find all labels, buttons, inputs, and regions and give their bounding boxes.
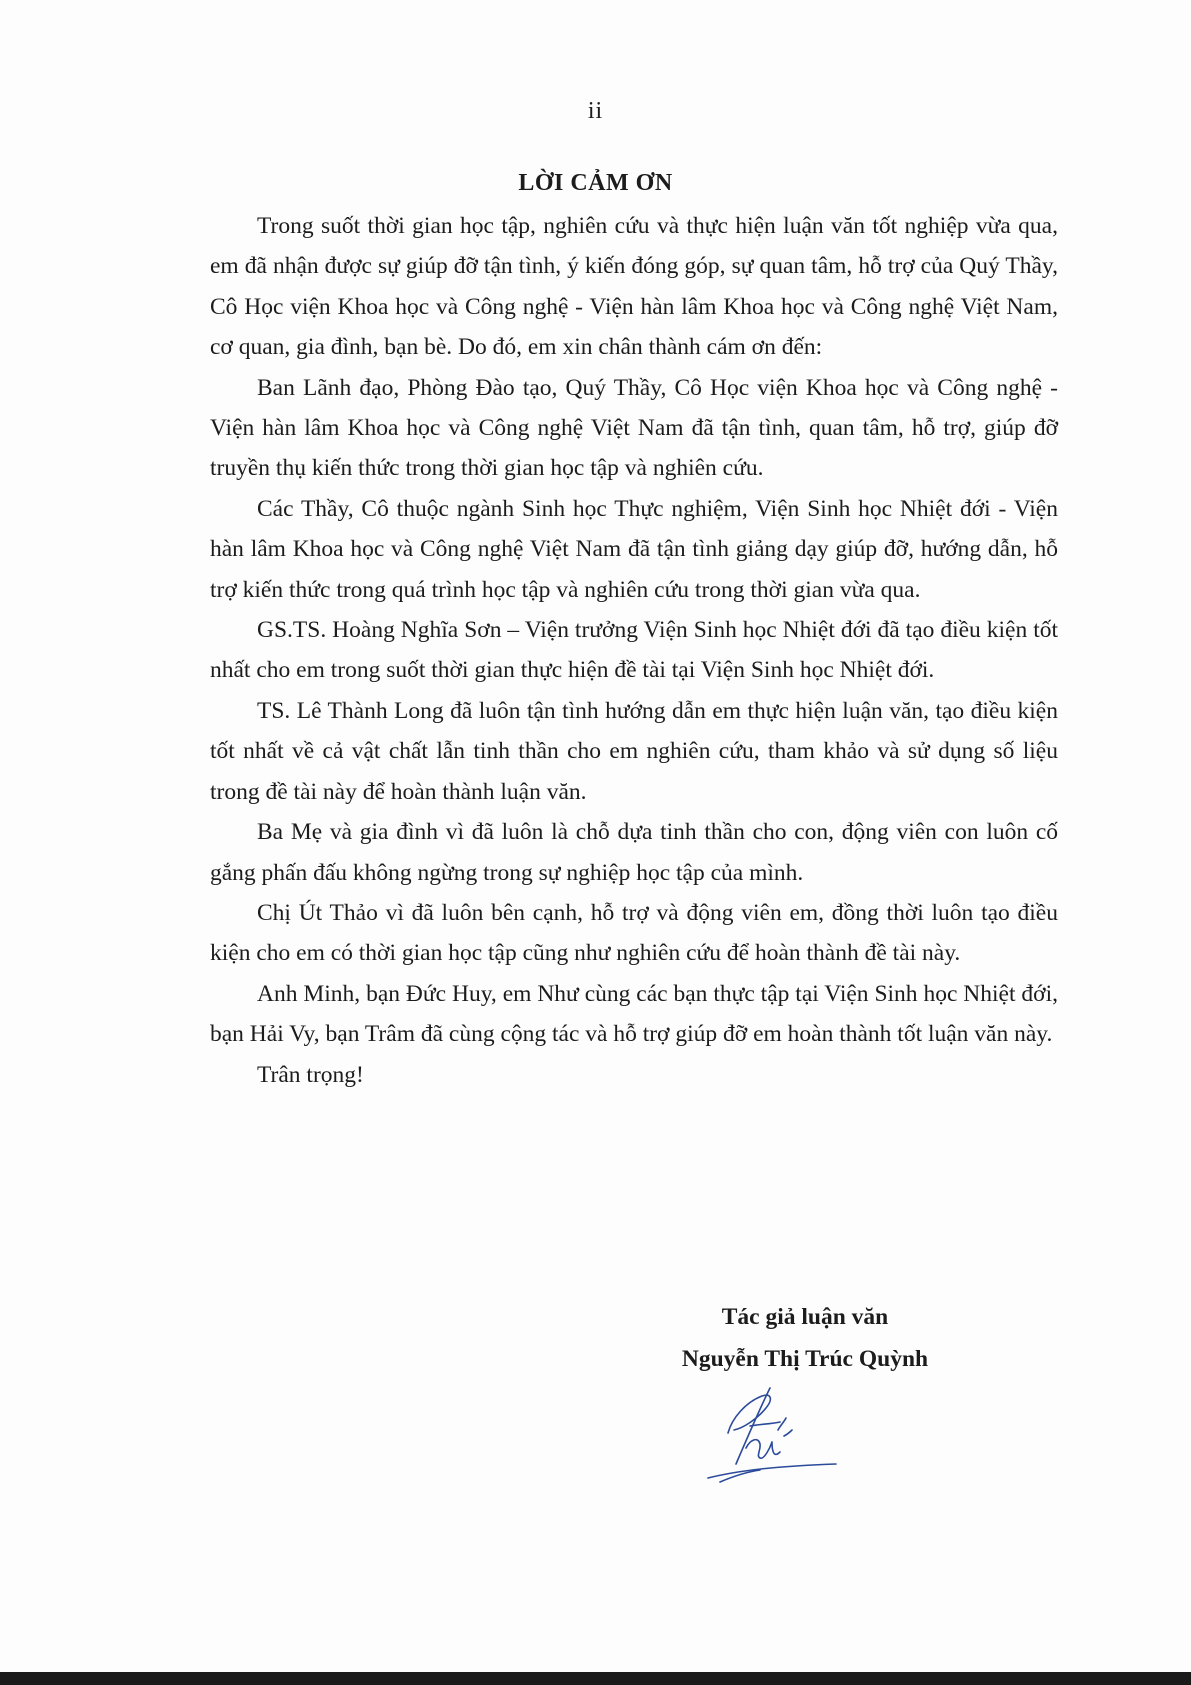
paragraph-family: Ba Mẹ và gia đình vì đã luôn là chỗ dựa tinh thần cho con, động viên con luôn cố gắng phấn đấu không ngừng trong sự nghiệp học tập của mình.	[210, 819, 1058, 886]
author-role: Tác giả luận văn	[721, 1304, 889, 1330]
scan-bottom-edge	[0, 1672, 1191, 1685]
paragraph-academy-leaders: Ban Lãnh đạo, Phòng Đào tạo, Quý Thầy, Cô Học viện Khoa học và Công nghệ - Viện hàn lâm Khoa học và Công nghệ Việt Nam đã tận tình, quan tâm, hỗ trợ, giúp đỡ truyền thụ kiến thức trong thời gian học tập và nghiên cứu.	[210, 374, 1058, 482]
page-number: ii	[587, 98, 604, 124]
acknowledgement-body	[210, 206, 1058, 1095]
author-name: Nguyễn Thị Trúc Quỳnh	[681, 1346, 929, 1372]
paragraph-lecturers: Các Thầy, Cô thuộc ngành Sinh học Thực nghiệm, Viện Sinh học Nhiệt đới - Viện hàn lâm Khoa học và Công nghệ Việt Nam đã tận tình giảng dạy giúp đỡ, hướng dẫn, hỗ trợ kiến thức trong quá trình học tập và nghiên cứu trong thời gian vừa qua.	[210, 495, 1058, 603]
signature-block	[640, 1296, 970, 1380]
paragraph-sister: Chị Út Thảo vì đã luôn bên cạnh, hỗ trợ và động viên em, đồng thời luôn tạo điều kiện cho em có thời gian học tập cũng như nghiên cứu để hoàn thành đề tài này.	[210, 899, 1058, 967]
page-title: LỜI CẢM ƠN	[518, 170, 673, 196]
paragraph-supervisor: TS. Lê Thành Long đã luôn tận tình hướng dẫn em thực hiện luận văn, tạo điều kiện tốt nhất về cả vật chất lẫn tinh thần cho em nghiên cứu, tham khảo và sử dụng số liệu trong đề tài này để hoàn thành luận văn.	[210, 697, 1058, 805]
handwritten-signature	[700, 1378, 840, 1488]
paragraph-intro: Trong suốt thời gian học tập, nghiên cứu và thực hiện luận văn tốt nghiệp vừa qua, em đã nhận được sự giúp đỡ tận tình, ý kiến đóng góp, sự quan tâm, hỗ trợ của Quý Thầy, Cô Học viện Khoa học và Công nghệ - Viện hàn lâm Khoa học và Công nghệ Việt Nam, cơ quan, gia đình, bạn bè. Do đó, em xin chân thành cám ơn đến:	[210, 213, 1058, 361]
paragraph-institute-director: GS.TS. Hoàng Nghĩa Sơn – Viện trưởng Viện Sinh học Nhiệt đới đã tạo điều kiện tốt nhất cho em trong suốt thời gian thực hiện đề tài tại Viện Sinh học Nhiệt đới.	[210, 617, 1058, 684]
closing-line: Trân trọng!	[257, 1061, 364, 1088]
paragraph-friends: Anh Minh, bạn Đức Huy, em Như cùng các bạn thực tập tại Viện Sinh học Nhiệt đới, bạn Hải Vy, bạn Trâm đã cùng cộng tác và hỗ trợ giúp đỡ em hoàn thành tốt luận văn này.	[210, 980, 1058, 1048]
